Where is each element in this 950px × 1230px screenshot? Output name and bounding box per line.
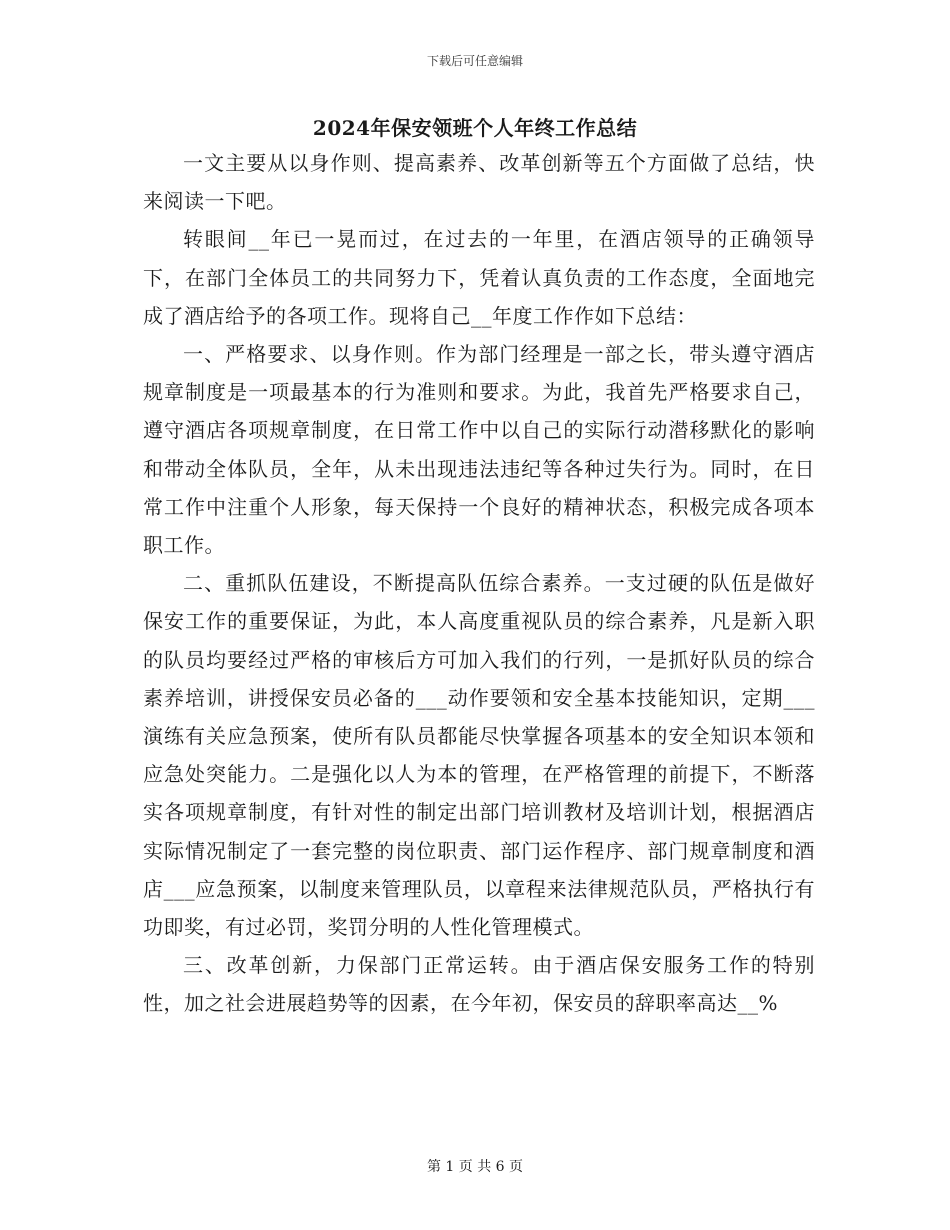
paragraph-overview: 转眼间__年已一晃而过，在过去的一年里，在酒店领导的正确领导下，在部门全体员工的共同努力下，凭着认真负责的工作态度，全面地完成了酒店给予的各项工作。现将自己__年度工作作如下总结： — [143, 227, 815, 328]
page-header-note: 下载后可任意编辑 — [426, 54, 523, 68]
paragraph-section-1: 一、严格要求、以身作则。作为部门经理是一部之长，带头遵守酒店规章制度是一项最基本的行为准则和要求。为此，我首先严格要求自己，遵守酒店各项规章制度，在日常工作中以自己的实际行动潜移默化的影响和带动全体队员，全年，从未出现违法违纪等各种过失行为。同时，在日常工作中注重个人形象，每天保持一个良好的精神状态，积极完成各项本职工作。 — [143, 342, 815, 558]
paragraph-intro: 一文主要从以身作则、提高素养、改革创新等五个方面做了总结，快来阅读一下吧。 — [143, 151, 815, 214]
paragraph-section-2: 二、重抓队伍建设，不断提高队伍综合素养。一支过硬的队伍是做好保安工作的重要保证，为此，本人高度重视队员的综合素养，凡是新入职的队员均要经过严格的审核后方可加入我们的行列，一是抓好队员的综合素养培训，讲授保安员必备的___动作要领和安全基本技能知识，定期___演练有关应急预案，使所有队员都能尽快掌握各项基本的安全知识本领和应急处突能力。二是强化以人为本的管理，在严格管理的前提下，不断落实各项规章制度，有针对性的制定出部门培训教材及培训计划，根据酒店实际情况制定了一套完整的岗位职责、部门运作程序、部门规章制度和酒店___应急预案，以制度来管理队员，以章程来法律规范队员，严格执行有功即奖，有过必罚，奖罚分明的人性化管理模式。 — [143, 571, 815, 940]
document-title: 2024年保安领班个人年终工作总结 — [312, 116, 638, 140]
paragraph-section-3: 三、改革创新，力保部门正常运转。由于酒店保安服务工作的特别性，加之社会进展趋势等的因素，在今年初，保安员的辞职率高达__% — [143, 953, 815, 1016]
document-body — [143, 144, 815, 1023]
page-number: 第 1 页 共 6 页 — [426, 1159, 524, 1175]
